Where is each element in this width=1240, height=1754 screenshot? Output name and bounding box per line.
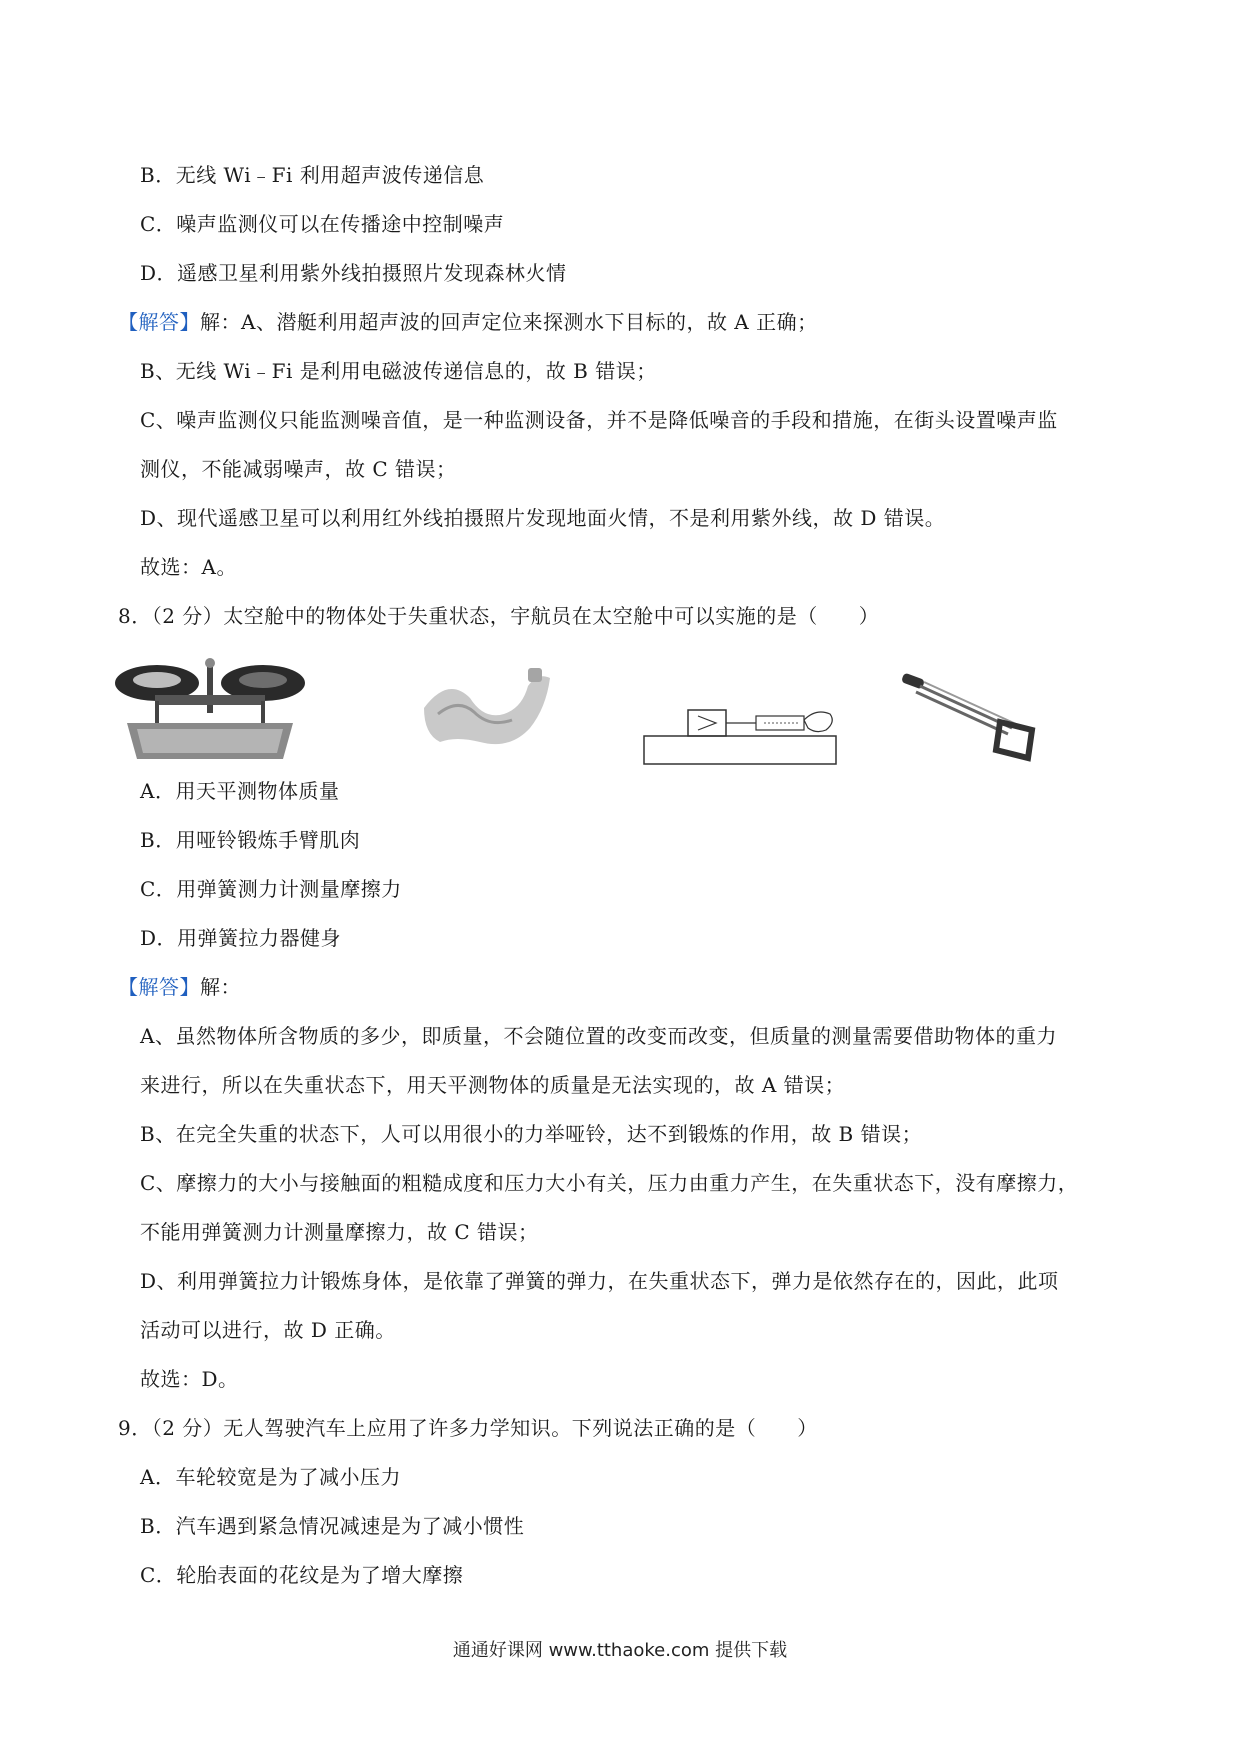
q7-answer-line-1 [118, 309, 818, 335]
spring-scale-friction-figure [640, 700, 840, 768]
answer-tag: 【解答】 [118, 975, 200, 999]
q9-option-a: A．车轮较宽是为了减小压力 [140, 1465, 401, 1489]
q8-answer-line-4: C、摩擦力的大小与接触面的粗糙成度和压力大小有关，压力由重力产生，在失重状态下，没有摩擦力， [140, 1171, 1079, 1195]
q8-option-b: B．用哑铃锻炼手臂肌肉 [140, 828, 361, 852]
q8-answer-line-5: 不能用弹簧测力计测量摩擦力，故 C 错误； [140, 1220, 539, 1244]
spring-expander-figure [900, 672, 1040, 762]
q9-option-b: B．汽车遇到紧急情况减速是为了减小惯性 [140, 1514, 525, 1538]
q8-answer-line-1: A、虽然物体所含物质的多少，即质量，不会随位置的改变而改变，但质量的测量需要借助物体的重力 [140, 1024, 1057, 1048]
q7-answer-line-5: D、现代遥感卫星可以利用红外线拍摄照片发现地面火情，不是利用紫外线，故 D 错误。 [140, 506, 946, 530]
balance-scale-figure [115, 655, 305, 765]
q9-stem: 9．（2 分）无人驾驶汽车上应用了许多力学知识。下列说法正确的是（ ） [118, 1416, 818, 1440]
q8-option-a: A．用天平测物体质量 [140, 779, 340, 803]
q8-answer-line-3: B、在完全失重的状态下，人可以用很小的力举哑铃，达不到锻炼的作用，故 B 错误； [140, 1122, 923, 1146]
q9-option-c: C．轮胎表面的花纹是为了增大摩擦 [140, 1563, 464, 1587]
q8-answer-heading [118, 974, 241, 1000]
q8-option-d: D．用弹簧拉力器健身 [140, 926, 342, 950]
q8-answer-line-2: 来进行，所以在失重状态下，用天平测物体的质量是无法实现的，故 A 错误； [140, 1073, 846, 1097]
q7-option-d: D．遥感卫星利用紫外线拍摄照片发现森林火情 [140, 261, 567, 285]
answer-tag: 【解答】 [118, 310, 200, 334]
q7-option-c: C．噪声监测仪可以在传播途中控制噪声 [140, 212, 505, 236]
q7-answer-line-2: B、无线 Wi﹣Fi 是利用电磁波传递信息的，故 B 错误； [140, 359, 657, 383]
q7-answer-conclusion: 故选：A。 [140, 555, 237, 579]
dumbbell-arm-figure [418, 668, 558, 753]
q8-answer-lead: 解： [200, 975, 241, 999]
page-footer: 通通好课网 www.tthaoke.com 提供下载 [452, 1640, 788, 1661]
q7-answer-line-3: C、噪声监测仪只能监测噪音值，是一种监测设备，并不是降低噪音的手段和措施，在街头设置噪声监 [140, 408, 1058, 432]
q7-answer-line-4: 测仪，不能减弱噪声，故 C 错误； [140, 457, 457, 481]
q8-answer-line-7: 活动可以进行，故 D 正确。 [140, 1318, 396, 1342]
q8-option-c: C．用弹簧测力计测量摩擦力 [140, 877, 402, 901]
q8-answer-conclusion: 故选：D。 [140, 1367, 239, 1391]
q7-option-b: B．无线 Wi﹣Fi 利用超声波传递信息 [140, 163, 485, 187]
q7-answer-text-1: 解：A、潜艇利用超声波的回声定位来探测水下目标的，故 A 正确； [200, 310, 818, 334]
q8-stem: 8．（2 分）太空舱中的物体处于失重状态，宇航员在太空舱中可以实施的是（ ） [118, 604, 880, 628]
q8-answer-line-6: D、利用弹簧拉力计锻炼身体，是依靠了弹簧的弹力，在失重状态下，弹力是依然存在的，因此，此项 [140, 1269, 1059, 1293]
